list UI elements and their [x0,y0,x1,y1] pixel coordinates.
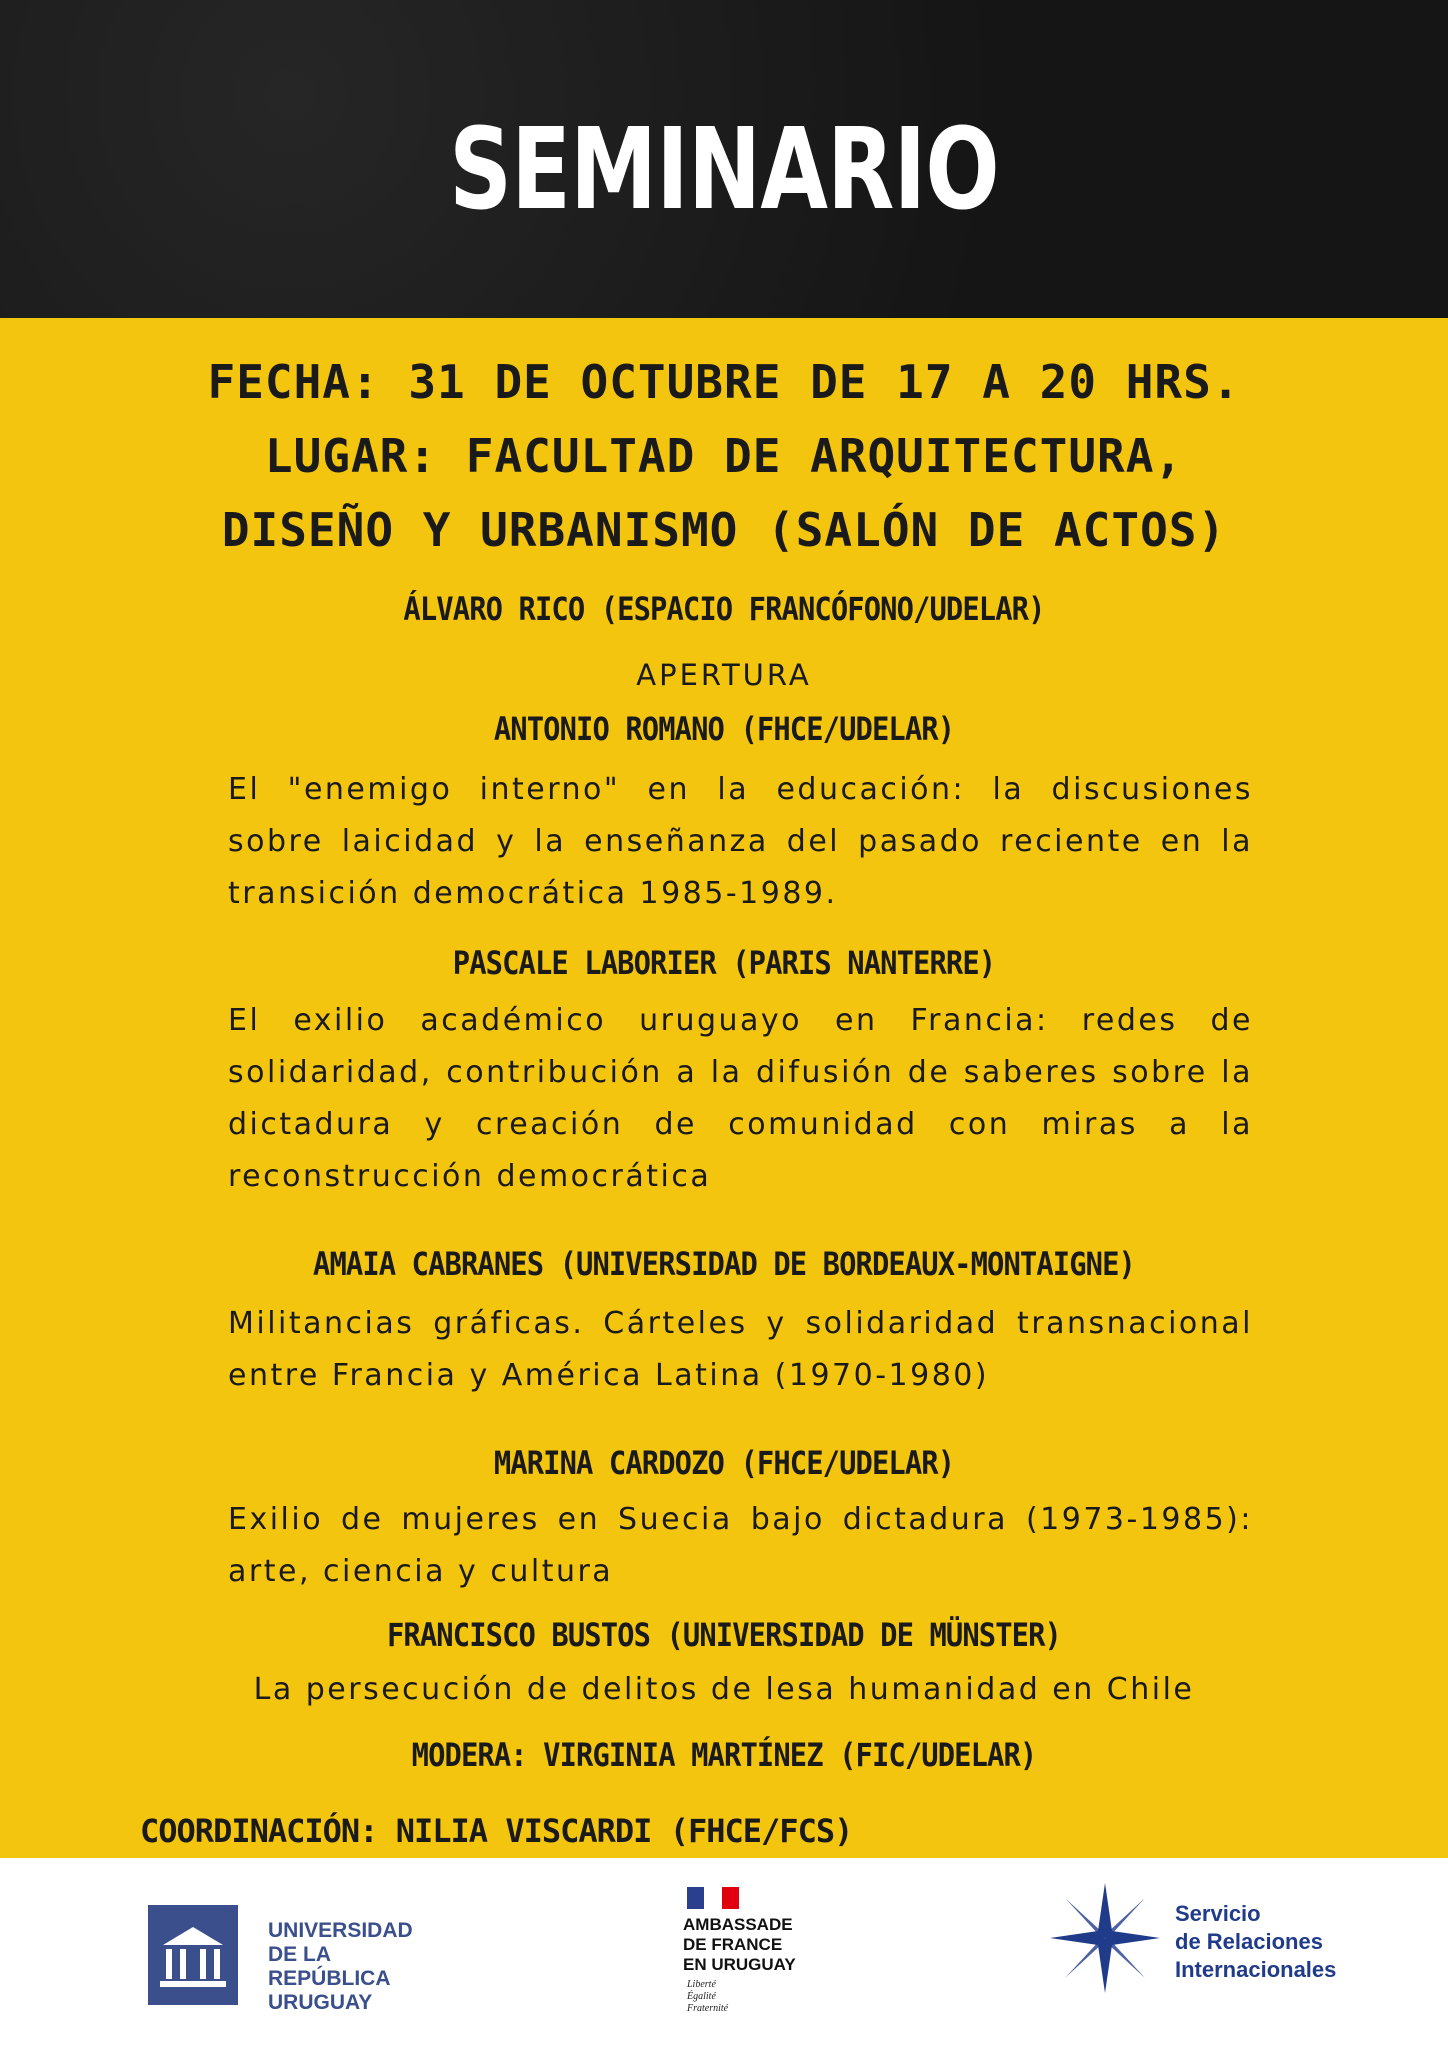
udelar-logo [148,1905,448,2014]
compass-star-icon [1045,1878,1165,1998]
speaker-1: ANTONIO ROMANO (FHCE/UDELAR) [493,710,955,748]
speaker-5: FRANCISCO BUSTOS (UNIVERSIDAD DE MÜNSTER) [386,1616,1061,1654]
ambassade-name-line: DE FRANCE [683,1935,783,1954]
talk-2: El exilio académico uruguayo en Francia: redes de solidaridad, contribución a la difusión de saberes sobre la dictadura y creación de comunidad con miras a la reconstrucción democrática [228,1003,1253,1194]
sri-name-line: de Relaciones [1175,1929,1323,1954]
sri-name-line: Servicio [1175,1901,1261,1926]
speaker-3: AMAIA CABRANES (UNIVERSIDAD DE BORDEAUX-MONTAIGNE) [313,1245,1135,1283]
event-location-continued: DISEÑO Y URBANISMO (SALÓN DE ACTOS) [221,503,1227,557]
udelar-name [268,1919,448,2015]
event-location: LUGAR: FACULTAD DE ARQUITECTURA, [264,429,1184,483]
talk-4: Exilio de mujeres en Suecia bajo dictadura (1973-1985): arte, ciencia y cultura [228,1502,1253,1589]
ambassade-name-line: EN URUGUAY [683,1955,796,1974]
talk-5: La persecución de delitos de lesa humanidad en Chile [253,1672,1195,1707]
motto-line: Fraternité [687,2003,729,2014]
ambassade-name [683,1915,796,1975]
talk-1: El "enemigo interno" en la educación: la discusiones sobre laicidad y la enseñanza del pasado reciente en la transición democrática 1985-1989. [228,772,1253,911]
marianne-flag-icon [687,1887,739,1909]
ambassade-motto [687,1979,728,2015]
udelar-name-line: UNIVERSIDAD [268,1919,413,1942]
speaker-4: MARINA CARDOZO (FHCE/UDELAR) [493,1444,955,1482]
motto-line: Égalité [687,1991,716,2002]
event-details [0,345,1448,567]
udelar-shield-icon [148,1905,238,2005]
udelar-name-line: URUGUAY [268,1991,373,2014]
ambassade-logo [683,1887,853,2027]
opening-role: APERTURA [636,658,812,692]
sri-logo [1045,1878,1365,1998]
coordination: COORDINACIÓN: NILIA VISCARDI (FHCE/FCS) [140,1812,853,1850]
sri-name [1175,1900,1336,1984]
event-date: FECHA: 31 DE OCTUBRE DE 17 A 20 HRS. [207,355,1241,409]
sri-name-line: Internacionales [1175,1957,1337,1982]
ambassade-name-line: AMBASSADE [683,1915,793,1934]
page-title: SEMINARIO [449,105,999,235]
opening-speaker: ÁLVARO RICO (ESPACIO FRANCÓFONO/UDELAR) [403,590,1045,628]
udelar-name-line: DE LA REPÚBLICA [268,1943,391,1990]
speaker-2: PASCALE LABORIER (PARIS NANTERRE) [452,944,996,982]
talk-3: Militancias gráficas. Cárteles y solidaridad transnacional entre Francia y América Latina (1970-1980) [228,1306,1253,1393]
motto-line: Liberté [687,1979,716,1990]
moderator: MODERA: VIRGINIA MARTÍNEZ (FIC/UDELAR) [411,1736,1037,1774]
